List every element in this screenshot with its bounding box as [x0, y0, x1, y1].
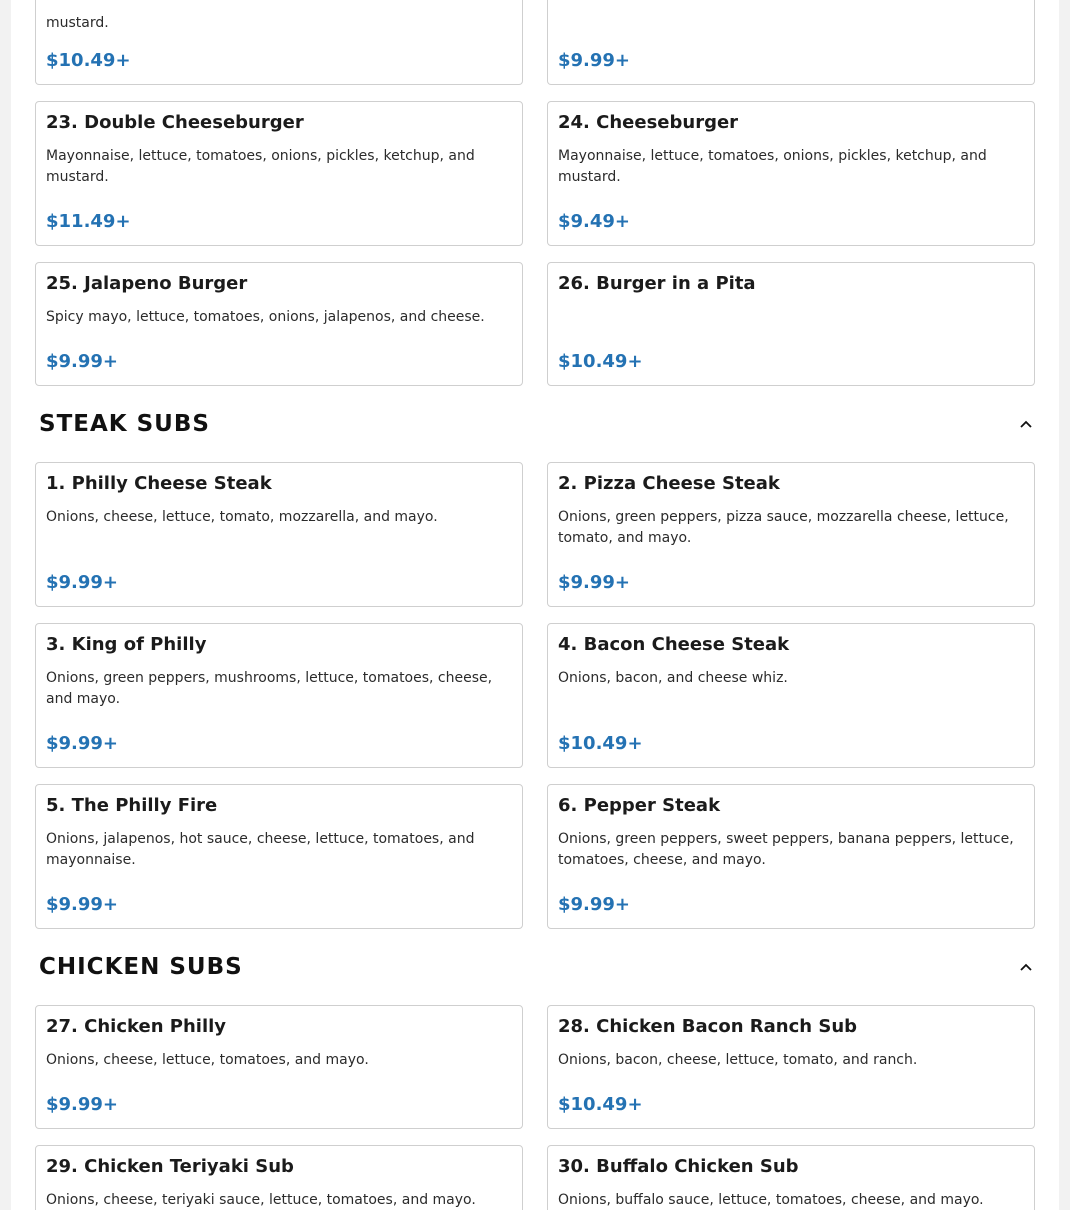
menu-item-card[interactable] [35, 0, 523, 85]
item-title: 6. Pepper Steak [558, 795, 721, 816]
menu-item-card[interactable] [35, 101, 523, 246]
item-price: $11.49+ [46, 211, 131, 232]
item-price: $9.99+ [558, 894, 631, 915]
item-title: 28. Chicken Bacon Ranch Sub [558, 1016, 858, 1037]
item-description: Onions, green peppers, mushrooms, lettuce, tomatoes, cheese, and mayo. [46, 670, 493, 707]
item-price: $9.99+ [558, 50, 631, 71]
item-description: Onions, jalapenos, hot sauce, cheese, lettuce, tomatoes, and mayonnaise. [46, 831, 475, 868]
section-title: STEAK SUBS [39, 411, 210, 437]
menu-item-card[interactable] [547, 784, 1035, 929]
item-title: 27. Chicken Philly [46, 1016, 227, 1037]
item-title: 2. Pizza Cheese Steak [558, 473, 780, 494]
menu-item-card[interactable] [547, 0, 1035, 85]
menu-item-card[interactable] [35, 462, 523, 607]
chevron-up-icon[interactable] [1019, 960, 1033, 974]
item-price: $10.49+ [558, 351, 643, 372]
menu-item-card[interactable] [547, 1145, 1035, 1210]
menu-item-card[interactable] [35, 262, 523, 386]
item-title: 24. Cheeseburger [558, 112, 739, 133]
menu-item-card[interactable] [547, 262, 1035, 386]
chicken-subs-grid [11, 1005, 1059, 1210]
item-description [558, 307, 1024, 351]
item-description: Onions, cheese, teriyaki sauce, lettuce, tomatoes, and mayo. [46, 1192, 476, 1208]
item-description: Mayonnaise, lettuce, tomatoes, onions, pickles, ketchup, and mustard. [46, 148, 475, 185]
item-title: 5. The Philly Fire [46, 795, 218, 816]
item-description [558, 13, 1024, 50]
burger-grid-partial [11, 0, 1059, 85]
item-title: 30. Buffalo Chicken Sub [558, 1156, 799, 1177]
item-price: $9.99+ [558, 572, 631, 593]
item-title: 4. Bacon Cheese Steak [558, 634, 790, 655]
section-header-chicken-subs[interactable] [11, 929, 1059, 1005]
item-title: 25. Jalapeno Burger [46, 273, 248, 294]
menu-item-card[interactable] [547, 462, 1035, 607]
item-description: Onions, green peppers, sweet peppers, banana peppers, lettuce, tomatoes, cheese, and mayo. [558, 831, 1014, 868]
item-description: Spicy mayo, lettuce, tomatoes, onions, jalapenos, and cheese. [46, 309, 485, 325]
menu-item-card[interactable] [35, 784, 523, 929]
item-title: 26. Burger in a Pita [558, 273, 756, 294]
item-price: $9.99+ [46, 733, 119, 754]
item-price: $10.49+ [46, 50, 131, 71]
menu-item-card[interactable] [35, 1145, 523, 1210]
item-price: $10.49+ [558, 733, 643, 754]
menu-item-card[interactable] [547, 1005, 1035, 1129]
steak-subs-grid [11, 462, 1059, 929]
item-title: 23. Double Cheeseburger [46, 112, 304, 133]
menu-item-card[interactable] [547, 101, 1035, 246]
menu-scroll-content [11, 0, 1059, 1210]
item-description: Onions, buffalo sauce, lettuce, tomatoes, cheese, and mayo. [558, 1192, 984, 1208]
burger-grid [11, 101, 1059, 386]
item-description: mustard. [46, 15, 109, 31]
item-price: $9.99+ [46, 572, 119, 593]
item-title: 29. Chicken Teriyaki Sub [46, 1156, 294, 1177]
item-price: $9.49+ [558, 211, 631, 232]
item-description: Onions, green peppers, pizza sauce, mozzarella cheese, lettuce, tomato, and mayo. [558, 509, 1009, 546]
item-description: Onions, bacon, cheese, lettuce, tomato, and ranch. [558, 1052, 918, 1068]
item-title: 1. Philly Cheese Steak [46, 473, 272, 494]
item-description: Onions, cheese, lettuce, tomato, mozzarella, and mayo. [46, 509, 438, 525]
item-description: Onions, cheese, lettuce, tomatoes, and mayo. [46, 1052, 369, 1068]
menu-page [11, 0, 1059, 1210]
chevron-up-icon[interactable] [1019, 417, 1033, 431]
item-price: $9.99+ [46, 1094, 119, 1115]
menu-item-card[interactable] [547, 623, 1035, 768]
item-title: 3. King of Philly [46, 634, 207, 655]
item-description: Onions, bacon, and cheese whiz. [558, 670, 788, 686]
menu-item-card[interactable] [35, 623, 523, 768]
item-description: Mayonnaise, lettuce, tomatoes, onions, pickles, ketchup, and mustard. [558, 148, 987, 185]
item-price: $9.99+ [46, 351, 119, 372]
section-title: CHICKEN SUBS [39, 954, 243, 980]
section-header-steak-subs[interactable] [11, 386, 1059, 462]
item-price: $9.99+ [46, 894, 119, 915]
item-price: $10.49+ [558, 1094, 643, 1115]
menu-item-card[interactable] [35, 1005, 523, 1129]
